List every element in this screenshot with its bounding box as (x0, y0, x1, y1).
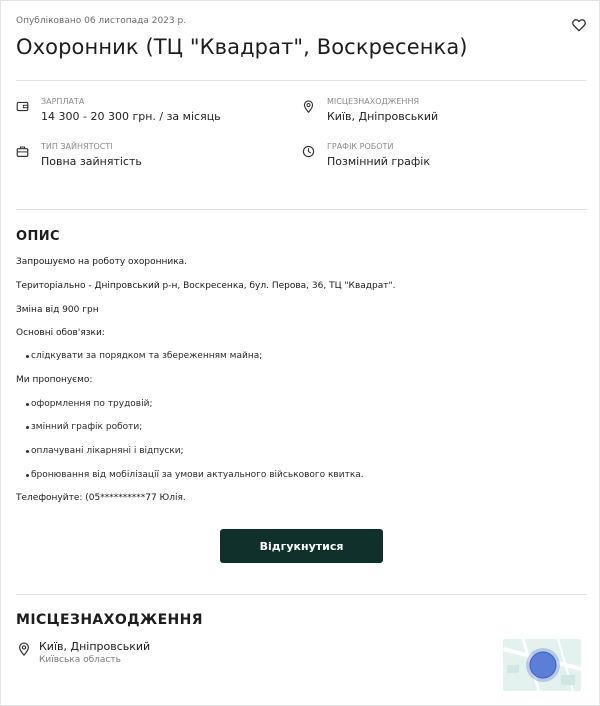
wallet-icon (16, 100, 29, 113)
list-item: оформлення по трудовій; (31, 399, 153, 409)
employment-label: ТИП ЗАЙНЯТОСТІ (41, 142, 113, 151)
salary-label: ЗАРПЛАТА (41, 97, 85, 106)
published-date: Опубліковано 06 листопада 2023 р. (16, 16, 187, 26)
map-thumbnail[interactable] (503, 639, 581, 691)
description-paragraph: Зміна від 900 грн (16, 305, 99, 315)
briefcase-icon (16, 145, 29, 158)
offer-heading: Ми пропонуємо: (16, 375, 93, 385)
list-item: бронювання від мобілізації за умови актуального військового квитка. (31, 470, 364, 480)
schedule-value: Позмінний графік (327, 155, 430, 168)
divider (16, 594, 587, 595)
location-pin-icon (302, 100, 315, 113)
duties-heading: Основні обов'язки: (16, 328, 105, 338)
location-heading: МІСЦЕЗНАХОДЖЕННЯ (16, 612, 203, 628)
location-value: Київ, Дніпровський (327, 110, 439, 123)
description-paragraph: Територіально - Дніпровський р-н, Воскресенка, бул. Перова, 36, ТЦ "Квадрат". (16, 281, 396, 291)
location-label: МІСЦЕЗНАХОДЖЕННЯ (327, 97, 420, 106)
employment-value: Повна зайнятість (41, 155, 142, 168)
description-paragraph: Запрошуємо на роботу охоронника. (16, 257, 187, 267)
phone-text: Телефонуйте: (05**********77 Юлія. (16, 493, 186, 503)
divider (16, 209, 587, 210)
list-item: змінний графік роботи; (31, 422, 143, 432)
apply-button[interactable]: Відгукнутися (220, 529, 383, 563)
salary-value: 14 300 - 20 300 грн. / за місяць (41, 110, 221, 123)
clock-icon (302, 145, 315, 158)
location-region: Київська область (39, 655, 121, 665)
schedule-label: ГРАФІК РОБОТИ (327, 142, 394, 151)
location-city: Київ, Дніпровський (39, 640, 151, 653)
map-image (503, 639, 581, 691)
list-item: слідкувати за порядком та збереженням майна; (31, 351, 263, 361)
heart-icon[interactable] (571, 17, 587, 33)
location-pin-icon (17, 641, 31, 657)
list-item: оплачувані лікарняні і відпуски; (31, 446, 184, 456)
divider (16, 80, 587, 81)
page-title: Охоронник (ТЦ "Квадрат", Воскресенка) (16, 35, 468, 59)
description-heading: ОПИС (16, 229, 60, 244)
